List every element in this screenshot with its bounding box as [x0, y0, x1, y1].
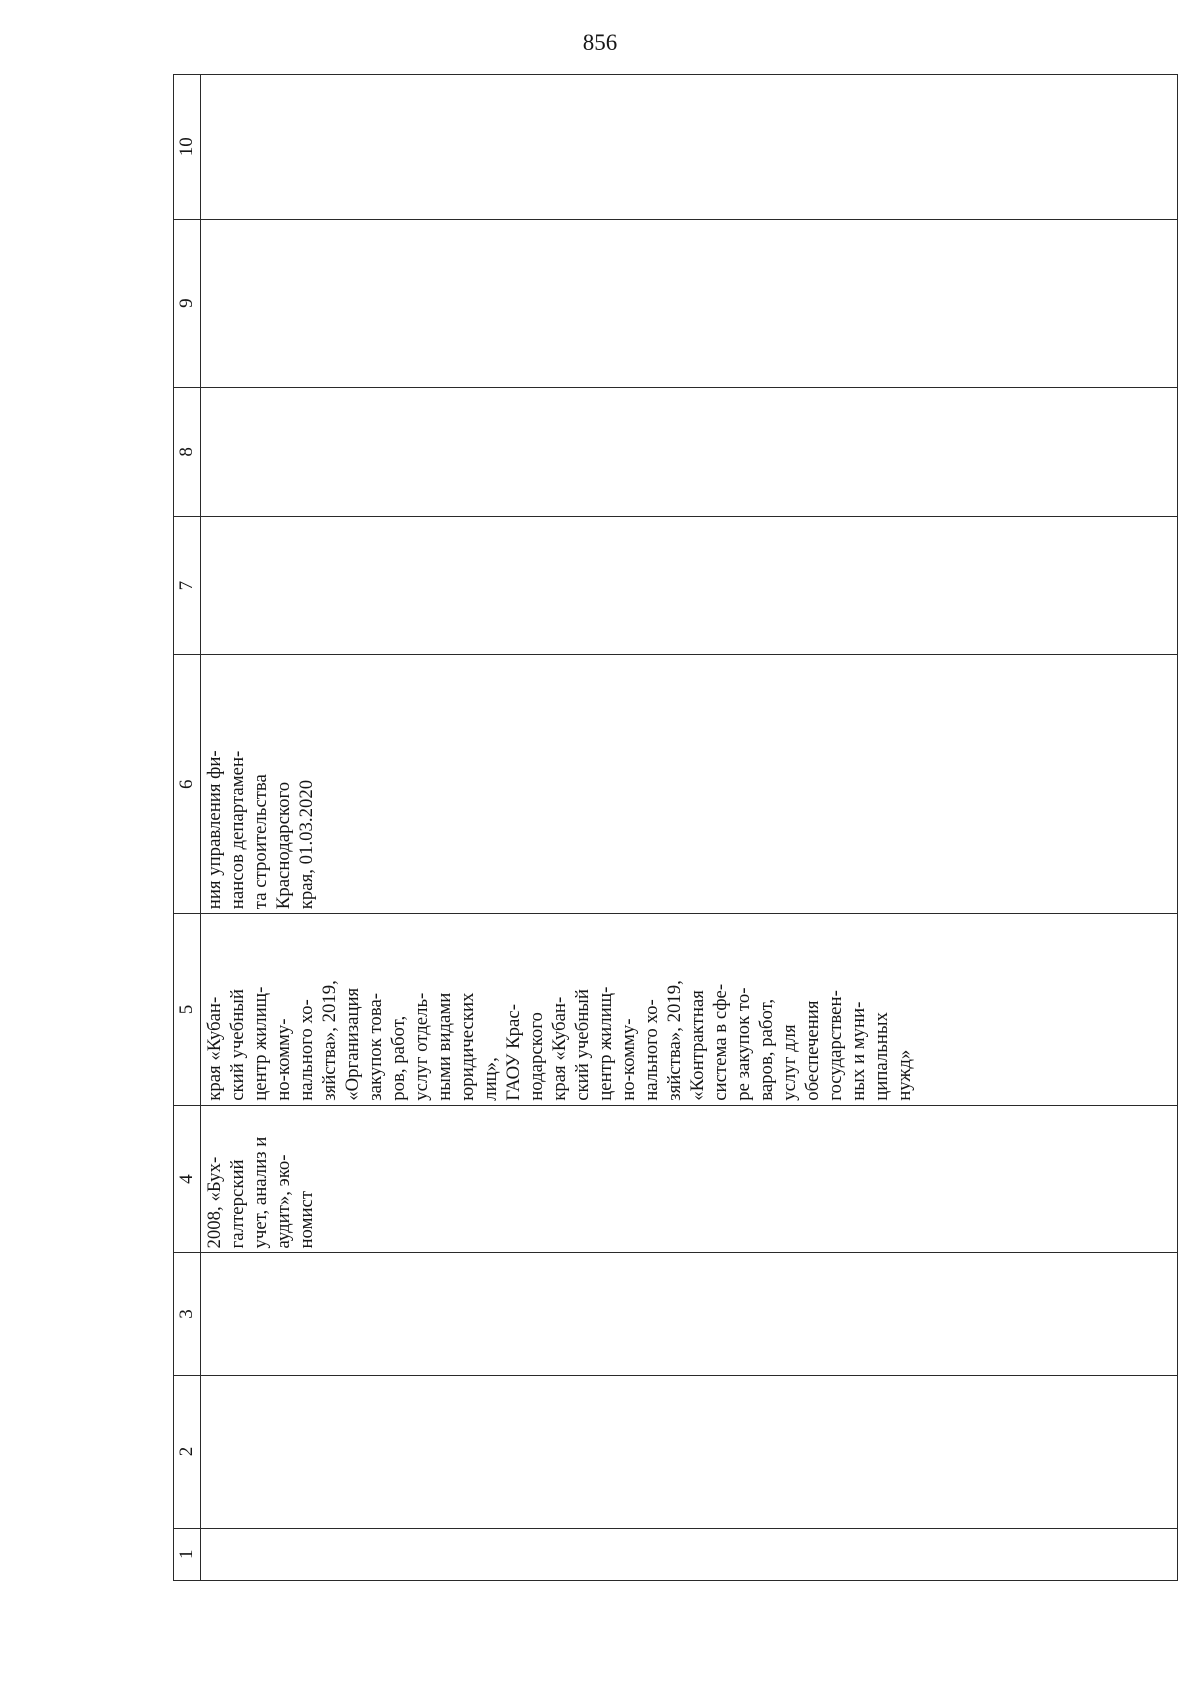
- header-row: [174, 75, 201, 1581]
- cell-line: «Контрактная: [687, 990, 708, 1101]
- column-header: 7: [174, 517, 201, 655]
- cell-line: система в сфе-: [710, 983, 731, 1101]
- cell-line: края «Кубан-: [549, 996, 570, 1101]
- cell-line: ципальных: [871, 1012, 892, 1101]
- column-header: 5: [174, 914, 201, 1106]
- cell-col-2: [201, 1375, 1178, 1528]
- cell-line: та строительства: [250, 774, 271, 910]
- cell-line: зяйства», 2019,: [664, 980, 685, 1101]
- table-row: [201, 75, 1178, 1581]
- column-header: 9: [174, 219, 201, 387]
- cell-col-6: [201, 655, 1178, 914]
- column-header: 4: [174, 1105, 201, 1253]
- cell-line: «Организация: [342, 987, 363, 1101]
- cell-line: зяйства», 2019,: [319, 980, 340, 1101]
- rotated-table: [173, 74, 1178, 1581]
- cell-line: центр жилищ-: [250, 986, 271, 1101]
- cell-line: ров, работ,: [388, 1015, 409, 1101]
- cell-col-1: [201, 1528, 1178, 1580]
- cell-col-3: [201, 1253, 1178, 1375]
- cell-line: ных и муни-: [848, 1001, 869, 1101]
- cell-line: но-комму-: [273, 1018, 294, 1101]
- cell-line: обеспечения: [802, 1000, 823, 1101]
- column-header: 10: [174, 75, 201, 220]
- data-table: [173, 74, 1178, 1581]
- cell-line: центр жилищ-: [595, 986, 616, 1101]
- page-number: 856: [582, 30, 618, 55]
- cell-col-5: [201, 914, 1178, 1106]
- column-header: 3: [174, 1253, 201, 1375]
- cell-line: номист: [296, 1190, 317, 1249]
- cell-line: учет, анализ и: [250, 1136, 271, 1249]
- cell-col-9: [201, 219, 1178, 387]
- cell-col-4: [201, 1105, 1178, 1253]
- cell-line: края «Кубан-: [204, 996, 225, 1101]
- cell-line: аудит», эко-: [273, 1154, 294, 1249]
- cell-line: нального хо-: [641, 999, 662, 1101]
- cell-line: юридических: [457, 992, 478, 1101]
- cell-line: государствен-: [825, 990, 846, 1101]
- column-header: 6: [174, 655, 201, 914]
- cell-line: нального хо-: [296, 999, 317, 1101]
- cell-line: ния управления фи-: [204, 750, 225, 910]
- cell-line: 2008, «Бух-: [204, 1156, 225, 1249]
- cell-line: услуг отдель-: [411, 992, 432, 1101]
- cell-line: края, 01.03.2020: [296, 779, 317, 910]
- cell-line: ными видами: [434, 992, 455, 1101]
- cell-line: нужд»: [894, 1049, 915, 1101]
- cell-line: закупок това-: [365, 992, 386, 1101]
- cell-line: ГАОУ Крас-: [503, 1004, 524, 1101]
- cell-line: ский учебный: [227, 989, 248, 1101]
- cell-line: лиц»,: [480, 1057, 501, 1101]
- column-header: 1: [174, 1528, 201, 1580]
- cell-line: услуг для: [779, 1024, 800, 1101]
- column-header: 2: [174, 1375, 201, 1528]
- cell-line: нансов департамен-: [227, 750, 248, 910]
- cell-col-7: [201, 517, 1178, 655]
- cell-line: нодарского: [526, 1012, 547, 1101]
- column-header: 8: [174, 387, 201, 517]
- cell-col-10: [201, 75, 1178, 220]
- cell-line: ре закупок то-: [733, 987, 754, 1101]
- cell-line: ский учебный: [572, 989, 593, 1101]
- cell-line: варов, работ,: [756, 998, 777, 1101]
- cell-line: Краснодарского: [273, 781, 294, 910]
- cell-line: галтерский: [227, 1159, 248, 1249]
- cell-line: но-комму-: [618, 1018, 639, 1101]
- cell-col-8: [201, 387, 1178, 517]
